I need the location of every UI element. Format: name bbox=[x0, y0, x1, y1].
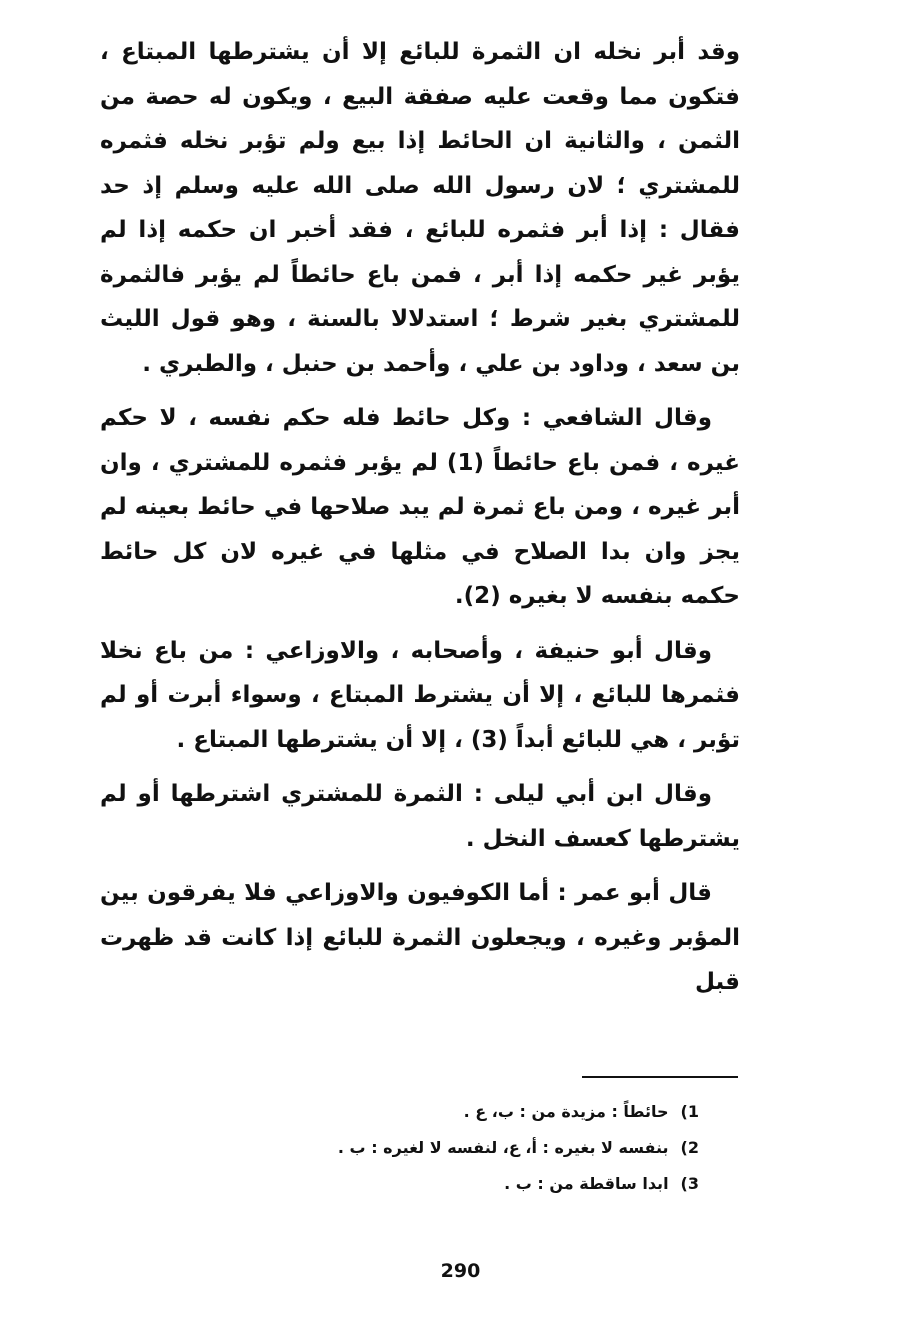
footnote-text: بنفسه لا بغيره : أ، ع، لنفسه لا لغيره : ب . bbox=[337, 1138, 669, 1157]
page-number: 290 bbox=[440, 1260, 481, 1282]
paragraph-1: وقد أبر نخله ان الثمرة للبائع إلا أن يشترطها المبتاع ، فتكون مما وقعت عليه صفقة البيع ، ويكون له حصة من الثمن ، والثانية ان الحائط إذا بيع ولم تؤبر نخله فثمره للمشتري ؛ لان رسول الله صلى الله عليه وسلم إذ حد فقال : إذا أبر فثمره للبائع ، فقد أخبر ان حكمه إذا لم يؤبر غير حكمه إذا أبر ، فمن باع حائطاً لم يؤبر فالثمرة للمشتري بغير شرط ؛ استدلالا بالسنة ، وهو قول الليث بن سعد ، وداود بن علي ، وأحمد بن حنبل ، والطبري . bbox=[100, 39, 740, 377]
footnote-number: 1) bbox=[680, 1102, 699, 1121]
footnote-3 bbox=[179, 1166, 699, 1202]
paragraph-5: قال أبو عمر : أما الكوفيون والاوزاعي فلا يفرقون بين المؤبر وغيره ، ويجعلون الثمرة للبائع إذا كانت قد ظهرت قبل bbox=[100, 880, 740, 995]
footnote-number: 3) bbox=[680, 1174, 699, 1193]
footnote-text: ابدا ساقطة من : ب . bbox=[504, 1174, 669, 1193]
footnote-separator bbox=[582, 1076, 738, 1078]
footnote-1 bbox=[179, 1094, 699, 1130]
footnotes bbox=[179, 1094, 699, 1202]
main-text bbox=[100, 30, 740, 1005]
paragraph-2: وقال الشافعي : وكل حائط فله حكم نفسه ، لا حكم غيره ، فمن باع حائطاً (1) لم يؤبر فثمره للمشتري ، وان أبر غيره ، ومن باع ثمرة لم يبد صلاحها في حائط بعينه لم يجز وان بدا الصلاح في مثلها في غيره لان كل حائط حكمه بنفسه لا بغيره (2). bbox=[100, 405, 741, 609]
footnote-number: 2) bbox=[680, 1138, 699, 1157]
footnote-text: حائطاً : مزيدة من : ب، ع . bbox=[463, 1102, 669, 1121]
paragraph-3: وقال أبو حنيفة ، وأصحابه ، والاوزاعي : من باع نخلا فثمرها للبائع ، إلا أن يشترط المبتاع ، وسواء أبرت أو لم تؤبر ، هي للبائع أبداً (3) ، إلا أن يشترطها المبتاع . bbox=[100, 637, 740, 753]
paragraph-4: وقال ابن أبي ليلى : الثمرة للمشتري اشترطها أو لم يشترطها كعسف النخل . bbox=[100, 781, 740, 852]
footnote-2 bbox=[179, 1130, 699, 1166]
